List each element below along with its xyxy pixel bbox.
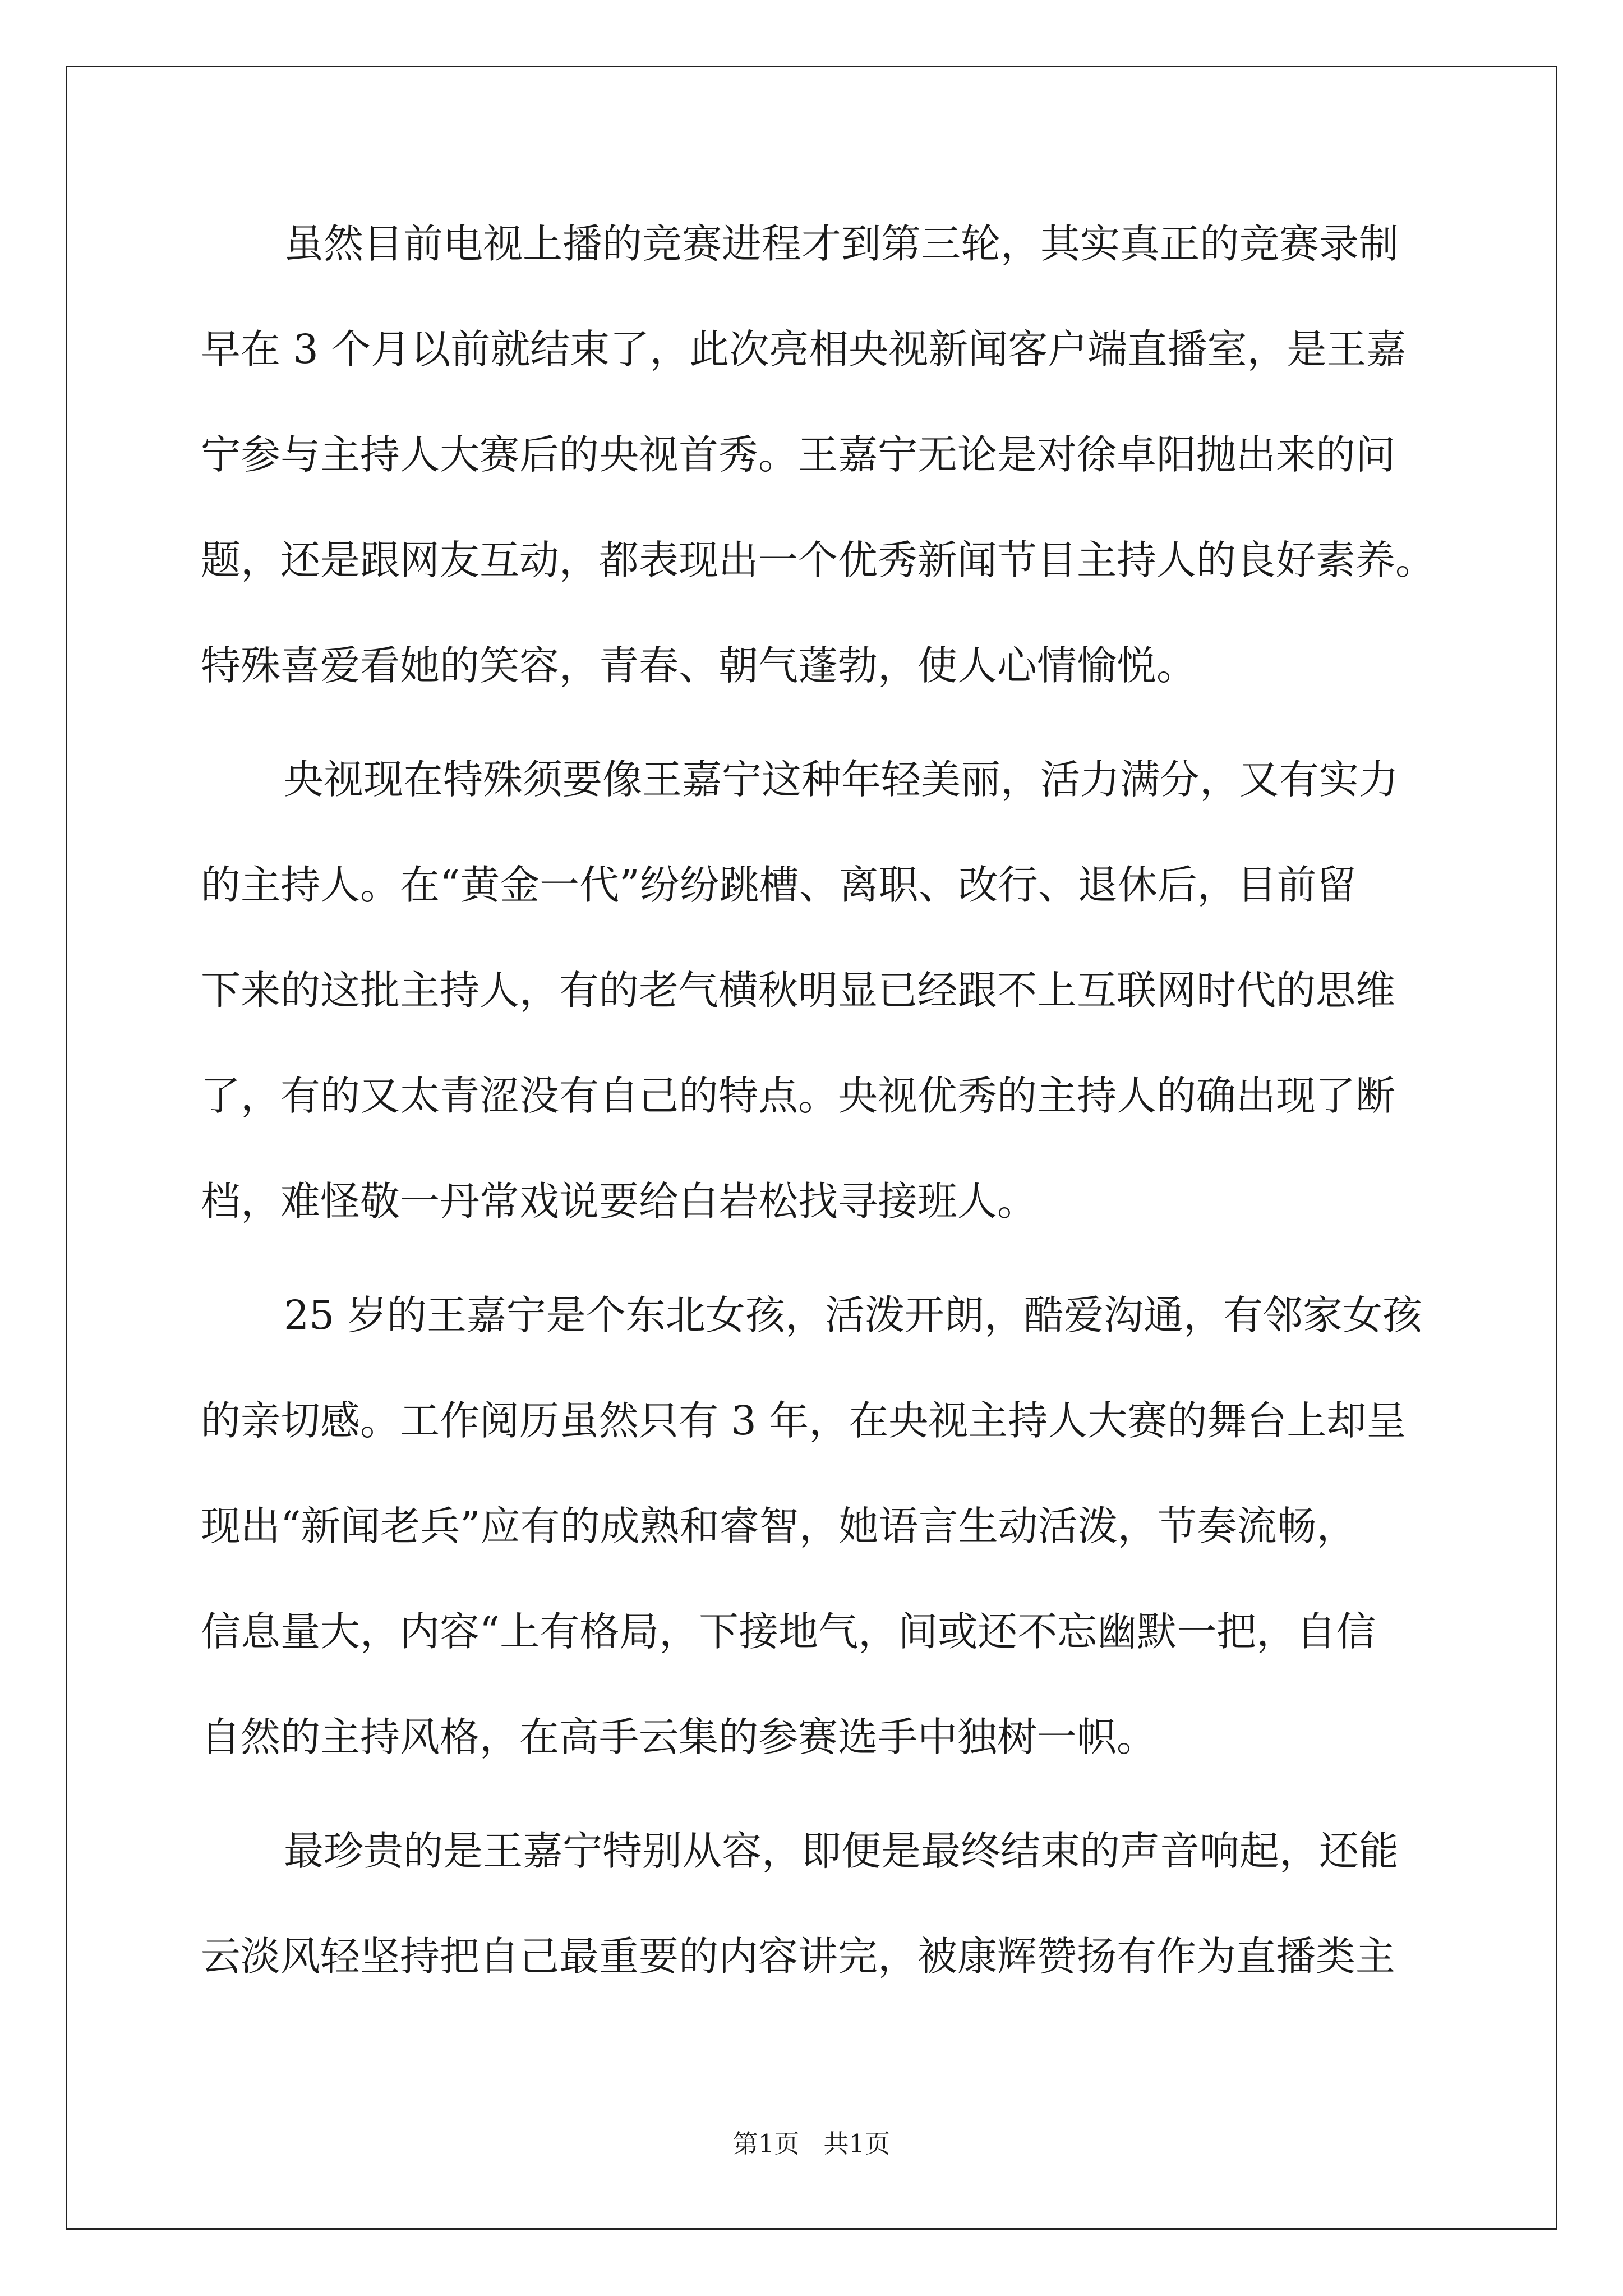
paragraph-1-line-5: 特殊喜爱看她的笑容，青春、朝气蓬勃，使人心情愉悦。 xyxy=(201,642,1197,689)
paragraph-1-line-4: 题，还是跟网友互动，都表现出一个优秀新闻节目主持人的良好素养。 xyxy=(201,537,1436,583)
paragraph-1-line-3: 宁参与主持人大赛后的央视首秀。王嘉宁无论是对徐卓阳抛出来的问 xyxy=(201,431,1396,478)
paragraph-4-line-2: 云淡风轻坚持把自己最重要的内容讲完，被康辉赞扬有作为直播类主 xyxy=(201,1933,1396,1980)
paragraph-2-line-3: 下来的这批主持人，有的老气横秋明显已经跟不上互联网时代的思维 xyxy=(201,967,1396,1014)
page-indicator: 第1页 共1页 xyxy=(732,2129,891,2159)
paragraph-3-line-2: 的亲切感。工作阅历虽然只有 3 年，在央视主持人大赛的舞台上却呈 xyxy=(201,1397,1407,1444)
paragraph-3-line-1: 25 岁的王嘉宁是个东北女孩，活泼开朗，酷爱沟通，有邻家女孩 xyxy=(284,1292,1422,1338)
paragraph-2-line-5: 档，难怪敬一丹常戏说要给白岩松找寻接班人。 xyxy=(201,1178,1038,1225)
paragraph-2-line-2: 的主持人。在“黄金一代”纷纷跳槽、离职、改行、退休后，目前留 xyxy=(201,862,1357,908)
paragraph-3-line-3: 现出“新闻老兵”应有的成熟和睿智，她语言生动活泼，节奏流畅， xyxy=(201,1503,1357,1549)
paragraph-3-line-5: 自然的主持风格，在高手云集的参赛选手中独树一帜。 xyxy=(201,1714,1157,1760)
paragraph-2-line-4: 了，有的又太青涩没有自己的特点。央视优秀的主持人的确出现了断 xyxy=(201,1073,1396,1119)
paragraph-4-line-1: 最珍贵的是王嘉宁特别从容，即便是最终结束的声音响起，还能 xyxy=(284,1828,1399,1874)
paragraph-3-line-4: 信息量大，内容“上有格局，下接地气，间或还不忘幽默一把，自信 xyxy=(201,1608,1376,1655)
paragraph-2-line-1: 央视现在特殊须要像王嘉宁这种年轻美丽，活力满分，又有实力 xyxy=(284,756,1399,803)
page-border xyxy=(66,66,1557,2230)
paragraph-1-line-2: 早在 3 个月以前就结束了，此次亮相央视新闻客户端直播室，是王嘉 xyxy=(201,326,1407,372)
paragraph-1-line-1: 虽然目前电视上播的竞赛进程才到第三轮，其实真正的竞赛录制 xyxy=(284,220,1399,267)
